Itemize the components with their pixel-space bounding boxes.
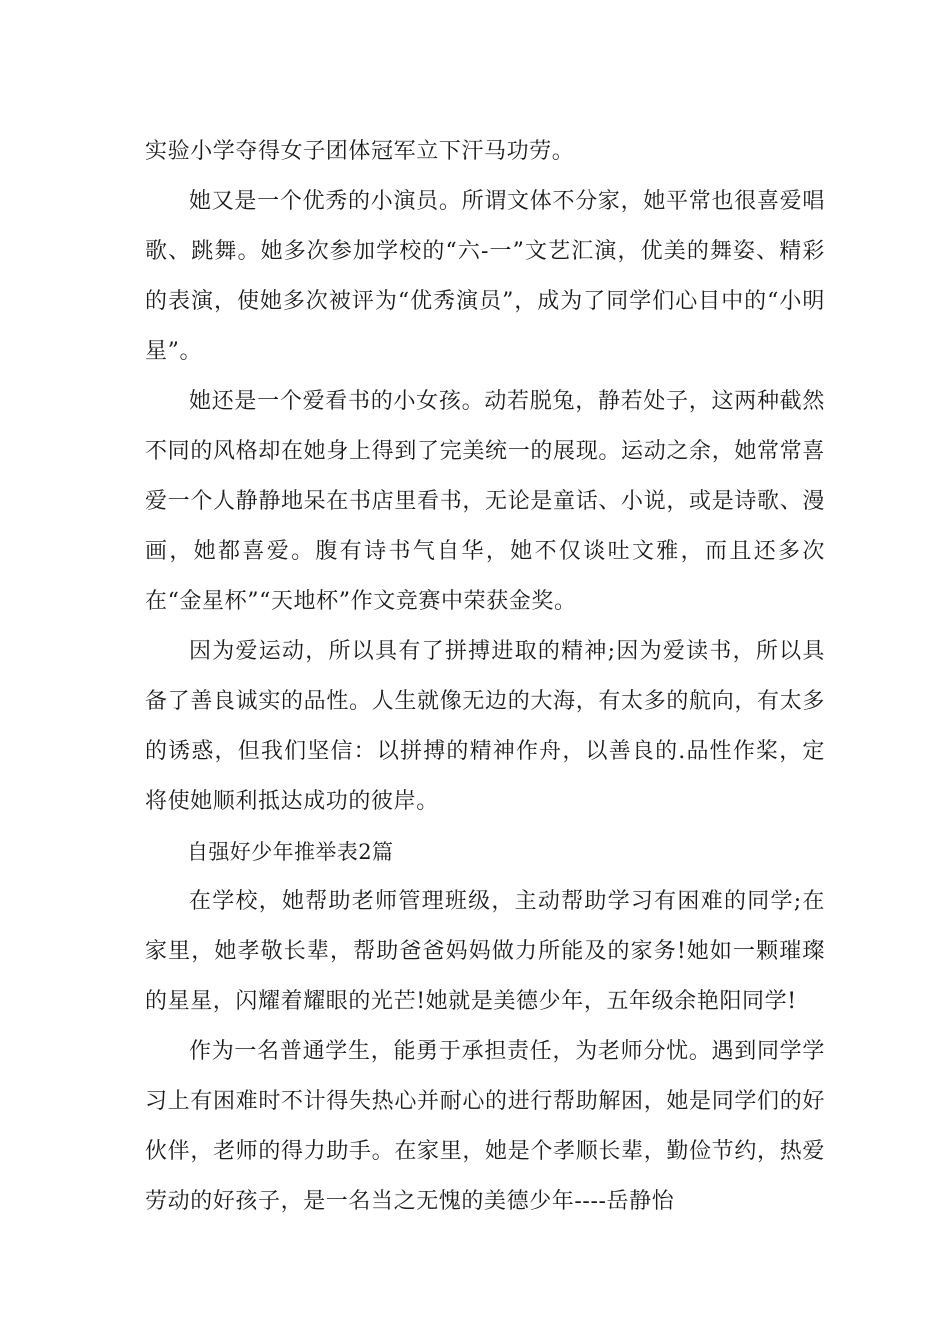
paragraph-3: 她还是一个爱看书的小女孩。动若脱兔，静若处子，这两种截然不同的风格却在她身上得到了完美统一的展现。运动之余，她常常喜爱一个人静静地呆在书店里看书，无论是童话、小说，或是诗歌、漫画，她都喜爱。腹有诗书气自华，她不仅谈吐文雅，而且还多次在“金星杯”“天地杯”作文竞赛中荣获金奖。 [145, 389, 825, 614]
paragraph-2: 她又是一个优秀的小演员。所谓文体不分家，她平常也很喜爱唱歌、跳舞。她多次参加学校的“六-一”文艺汇演，优美的舞姿、精彩的表演，使她多次被评为“优秀演员”，成为了同学们心目中的“小明星”。 [145, 189, 825, 364]
section-title: 自强好少年推举表2篇 [187, 840, 394, 864]
paragraph-4: 因为爱运动，所以具有了拼搏进取的精神;因为爱读书，所以具备了善良诚实的品性。人生就像无边的大海，有太多的航向，有太多的诱惑，但我们坚信：以拼搏的精神作舟，以善良的.品性作桨，定将使她顺利抵达成功的彼岸。 [145, 639, 825, 814]
paragraph-5: 在学校，她帮助老师管理班级，主动帮助学习有困难的同学;在家里，她孝敬长辈，帮助爸爸妈妈做力所能及的家务!她如一颗璀璨的星星，闪耀着耀眼的光芒!她就是美德少年，五年级余艳阳同学! [145, 889, 825, 1014]
paragraph-1: 实验小学夺得女子团体冠军立下汗马功劳。 [145, 139, 575, 164]
document-body [145, 127, 825, 1227]
paragraph-6: 作为一名普通学生，能勇于承担责任，为老师分忧。遇到同学学习上有困难时不计得失热心并耐心的进行帮助解困，她是同学们的好伙伴，老师的得力助手。在家里，她是个孝顺长辈，勤俭节约，热爱劳动的好孩子，是一名当之无愧的美德少年----岳静怡 [145, 1039, 825, 1214]
